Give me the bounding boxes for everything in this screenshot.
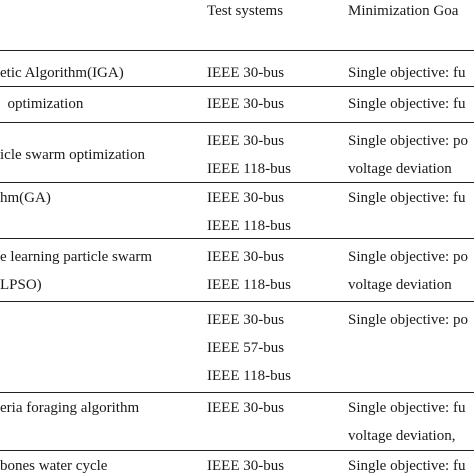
row-divider [0,392,474,393]
row-4-system-line-0: IEEE 30-bus [207,249,285,265]
row-divider [0,86,474,87]
row-6-method-line-0: eria foraging algorithm [0,400,140,416]
row-1-goal-line-0: Single objective: fu [348,96,466,112]
row-0-system-line-0: IEEE 30-bus [207,65,285,81]
row-1-method-line-0: optimization [0,96,84,112]
row-6-system-line-0: IEEE 30-bus [207,400,285,416]
row-divider [0,182,474,183]
row-2-system-line-0: IEEE 30-bus [207,133,285,149]
header-minimization-goal: Minimization Goa [348,3,459,19]
row-divider [0,301,474,302]
header-test-systems: Test systems [207,3,284,19]
row-7-method-line-0: bones water cycle [0,458,108,474]
row-2-method-line-0: icle swarm optimization [0,147,145,163]
row-5-system-line-2: IEEE 118-bus [207,368,292,384]
row-divider [0,238,474,239]
row-5-system-line-0: IEEE 30-bus [207,312,285,328]
row-divider [0,122,474,123]
row-4-method-line-1: LPSO) [0,277,42,293]
row-3-system-line-1: IEEE 118-bus [207,218,292,234]
row-4-goal-line-1: voltage deviation [348,277,452,293]
row-3-goal-line-0: Single objective: fu [348,190,466,206]
row-7-system-line-0: IEEE 30-bus [207,458,285,474]
row-0-method-line-0: etic Algorithm(IGA) [0,65,124,81]
row-6-goal-line-0: Single objective: fu [348,400,466,416]
row-2-goal-line-0: Single objective: po [348,133,468,149]
row-2-goal-line-1: voltage deviation [348,161,452,177]
row-5-goal-line-0: Single objective: po [348,312,468,328]
row-4-goal-line-0: Single objective: po [348,249,468,265]
row-1-system-line-0: IEEE 30-bus [207,96,285,112]
row-3-method-line-0: hm(GA) [0,190,51,206]
row-6-goal-line-1: voltage deviation, [348,428,456,444]
row-3-system-line-0: IEEE 30-bus [207,190,285,206]
row-2-system-line-1: IEEE 118-bus [207,161,292,177]
row-4-method-line-0: e learning particle swarm [0,249,153,265]
row-divider [0,450,474,451]
header-rule [0,50,474,51]
row-4-system-line-1: IEEE 118-bus [207,277,292,293]
row-7-goal-line-0: Single objective: fu [348,458,466,474]
row-5-system-line-1: IEEE 57-bus [207,340,285,356]
row-0-goal-line-0: Single objective: fu [348,65,466,81]
